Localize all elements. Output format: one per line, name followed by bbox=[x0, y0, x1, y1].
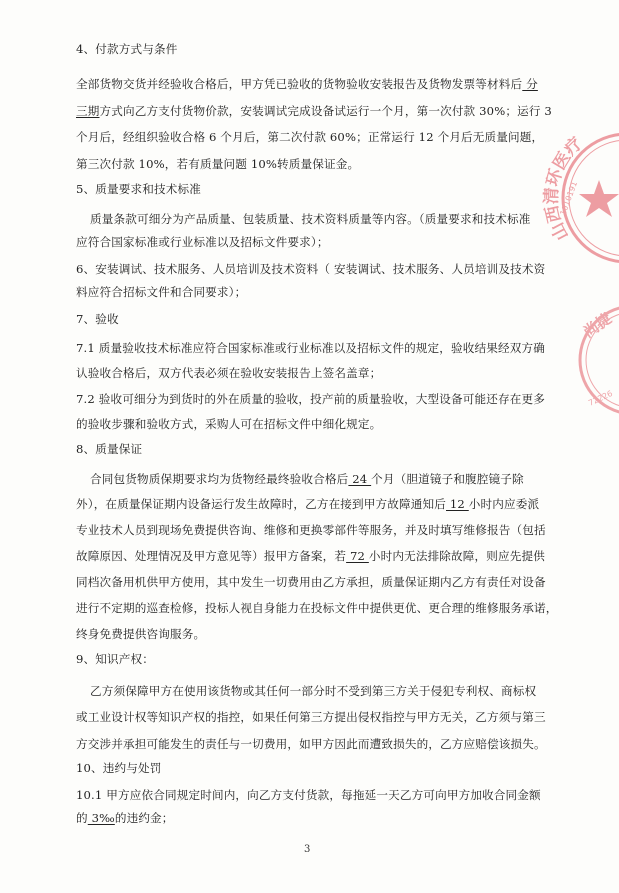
page-number: 3 bbox=[304, 844, 311, 855]
section-8-text: 终身免费提供咨询服务。 bbox=[76, 627, 206, 641]
section-4-text: 全部货物交货并经验收合格后，甲方凭已验收的货物验收安装报告及货物发票等材料后 分 bbox=[76, 77, 538, 91]
svg-text:山西清环医疗: 山西清环医疗 bbox=[541, 133, 587, 244]
section-6-text: 6、安装调试、技术服务、人员培训及技术资料（ 安装调试、技术服务、人员培训及技术资 bbox=[76, 262, 546, 276]
section-8-text: 外），在质量保证期内设备运行发生故障时，乙方在接到甲方故障通知后 12 小时内应委派 bbox=[76, 497, 540, 511]
section-8-text: 同档次备用机供甲方使用，其中发生一切费用由乙方承担，质量保证期内乙方有责任对设备 bbox=[76, 575, 546, 589]
section-4-heading: 4、付款方式与条件 bbox=[76, 42, 178, 56]
section-9-heading: 9、知识产权： bbox=[76, 652, 154, 666]
section-8-text: 专业技术人员到现场免费提供咨询、维修和更换零部件等服务，并及时填写维修报告（包括 bbox=[76, 523, 546, 537]
section-7-2-text: 7.2 验收可细分为到货时的外在质量的验收，投产前的质量验收，大型设备可能还存在更多 bbox=[76, 392, 545, 406]
section-8-text: 合同包货物质保期要求均为货物经最终验收合格后 24 个月（胆道镜子和腹腔镜子除 bbox=[90, 472, 524, 486]
section-7-1-text: 7.1 质量验收技术标准应符合国家标准或行业标准以及招标文件的规定，验收结果经双方确 bbox=[76, 341, 545, 355]
section-5-text: 应符合国家标准或行业标准以及招标文件要求）； bbox=[76, 235, 329, 249]
section-7-2-text: 的验收步骤和验收方式，采购人可在招标文件中细化规定。 bbox=[76, 417, 382, 431]
svg-text:1010191: 1010191 bbox=[558, 180, 580, 217]
section-4-text: 个月后，经组织验收合格 6 个月后，第二次付款 60%；正常运行 12 个月后无质量问题， bbox=[76, 130, 544, 144]
section-9-text: 乙方须保障甲方在使用该货物或其任何一部分时不受到第三方关于侵犯专利权、商标权 bbox=[90, 684, 537, 698]
svg-text:尚捷: 尚捷 bbox=[579, 309, 615, 342]
section-8-text: 进行不定期的巡查检修，投标人视自身能力在投标文件中提供更优、更合理的维修服务承诺， bbox=[76, 601, 558, 615]
section-10-1-text: 的 3‰的违约金； bbox=[76, 811, 174, 825]
section-8-text: 故障原因、处理情况及甲方意见等）报甲方备案，若 72 小时内无法排除故障，则应先提供 bbox=[76, 549, 546, 563]
section-5-text: 质量条款可细分为产品质量、包装质量、技术资料质量等内容。（质量要求和技术标准 bbox=[90, 212, 531, 226]
section-7-1-text: 认验收合格后，双方代表必须在验收安装报告上签名盖章； bbox=[76, 366, 382, 380]
svg-text:72226: 72226 bbox=[587, 388, 614, 408]
section-10-heading: 10、违约与处罚 bbox=[76, 761, 162, 775]
section-4-text: 第三次付款 10%，若有质量问题 10%转质量保证金。 bbox=[76, 157, 360, 171]
section-5-heading: 5、质量要求和技术标准 bbox=[76, 182, 201, 196]
red-seal-stamp bbox=[576, 298, 619, 428]
section-7-heading: 7、验收 bbox=[76, 312, 119, 326]
section-4-text: 三期方式向乙方支付货物价款，安装调试完成设备试运行一个月，第一次付款 30%；运行 3 bbox=[76, 104, 552, 118]
red-seal-stamp bbox=[541, 118, 619, 278]
star-icon bbox=[579, 180, 619, 217]
section-9-text: 或工业设计权等知识产权的指控，如果任何第三方提出侵权指控与甲方无关，乙方须与第三 bbox=[76, 710, 546, 724]
section-10-1-text: 10.1 甲方应依合同规定时间内，向乙方支付货款，每拖延一天乙方可向甲方加收合同金额 bbox=[76, 788, 541, 802]
section-6-text: 料应符合招标文件和合同要求）； bbox=[76, 285, 247, 299]
section-8-heading: 8、质量保证 bbox=[76, 442, 143, 456]
section-9-text: 方交涉并承担可能发生的责任与一切费用，如甲方因此而遭致损失的，乙方应赔偿该损失。 bbox=[76, 737, 546, 751]
